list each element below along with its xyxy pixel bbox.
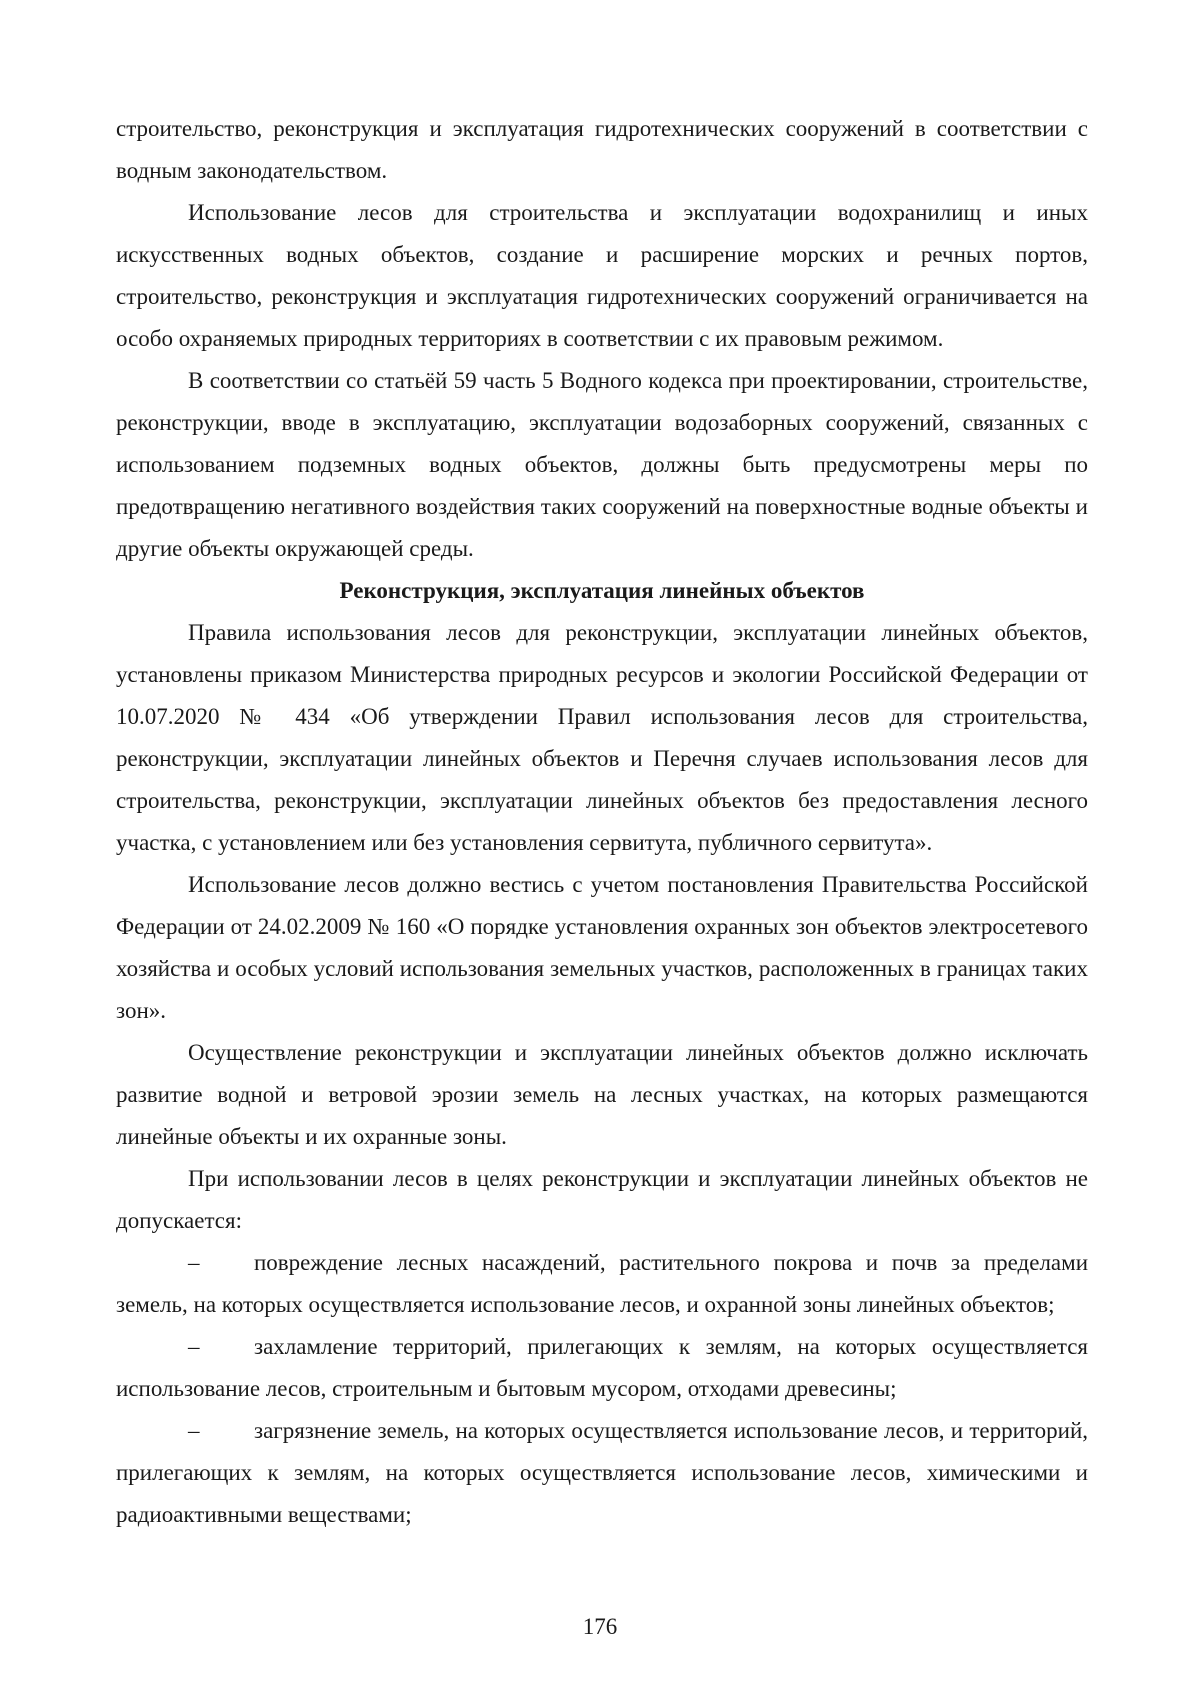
list-item-text: повреждение лесных насаждений, растительного покрова и почв за пределами земель, на которых осуществляется использование лесов, и охранной зоны линейных объектов;	[116, 1250, 1088, 1317]
paragraph-reservoirs: Использование лесов для строительства и эксплуатации водохранилищ и иных искусственных водных объектов, создание и расширение морских и речных портов, строительство, реконструкция и эксплуатация гидротехнических сооружений ограничивается на особо охраняемых природных территориях в соответствии с их правовым режимом.	[116, 200, 1088, 351]
list-item-text: загрязнение земель, на которых осуществляется использование лесов, и территорий, прилегающих к землям, на которых осуществляется использование лесов, химическими и радиоактивными веществами;	[116, 1418, 1088, 1527]
page-number: 176	[582, 1614, 618, 1639]
list-dash: –	[188, 1418, 200, 1443]
list-item	[116, 1410, 1088, 1536]
paragraph-government-decree: Использование лесов должно вестись с учетом постановления Правительства Российской Федерации от 24.02.2009 № 160 «О порядке установления охранных зон объектов электросетевого хозяйства и особых условий использования земельных участков, расположенных в границах таких зон».	[116, 872, 1088, 1023]
list-item	[116, 1326, 1088, 1410]
paragraph-not-allowed: При использовании лесов в целях реконструкции и эксплуатации линейных объектов не допускается:	[116, 1166, 1088, 1233]
section-heading: Реконструкция, эксплуатация линейных объектов	[339, 578, 865, 603]
list-dash: –	[188, 1250, 200, 1275]
document-page	[116, 108, 1088, 1536]
list-dash: –	[188, 1334, 200, 1359]
paragraph-water-code: В соответствии со статьёй 59 часть 5 Водного кодекса при проектировании, строительстве, реконструкции, вводе в эксплуатацию, эксплуатации водозаборных сооружений, связанных с использованием подземных водных объектов, должны быть предусмотрены меры по предотвращению негативного воздействия таких сооружений на поверхностные водные объекты и другие объекты окружающей среды.	[116, 368, 1088, 561]
paragraph-continuation: строительство, реконструкция и эксплуатация гидротехнических сооружений в соответствии с водным законодательством.	[116, 116, 1088, 183]
paragraph-rules-order: Правила использования лесов для реконструкции, эксплуатации линейных объектов, установлены приказом Министерства природных ресурсов и экологии Российской Федерации от 10.07.2020 № 434 «Об утверждении Правил использования лесов для строительства, реконструкции, эксплуатации линейных объектов и Перечня случаев использования лесов для строительства, реконструкции, эксплуатации линейных объектов без предоставления лесного участка, с установлением или без установления сервитута, публичного сервитута».	[116, 620, 1088, 855]
list-item	[116, 1242, 1088, 1326]
paragraph-erosion: Осуществление реконструкции и эксплуатации линейных объектов должно исключать развитие водной и ветровой эрозии земель на лесных участках, на которых размещаются линейные объекты и их охранные зоны.	[116, 1040, 1088, 1149]
list-item-text: захламление территорий, прилегающих к землям, на которых осуществляется использование лесов, строительным и бытовым мусором, отходами древесины;	[116, 1334, 1088, 1401]
